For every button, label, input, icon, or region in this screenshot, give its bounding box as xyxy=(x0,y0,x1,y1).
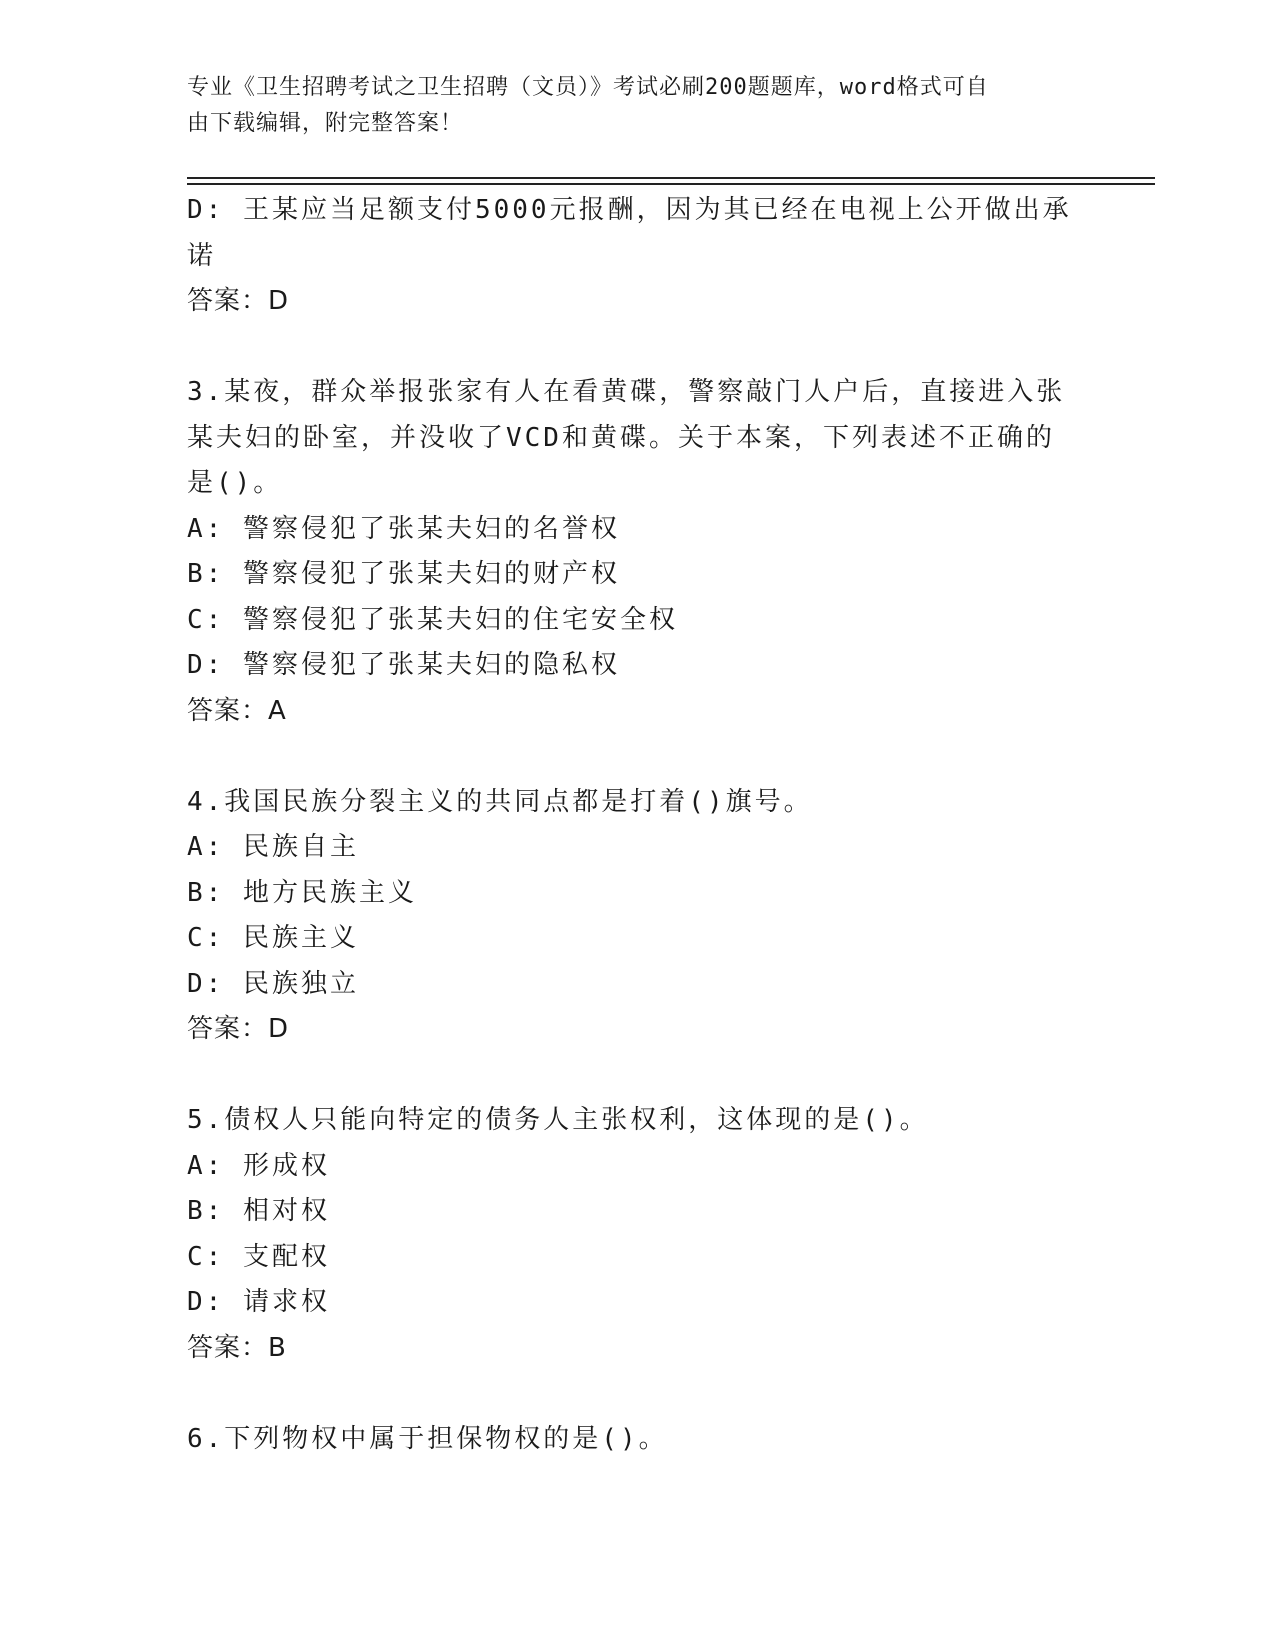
option-d: D: 请求权 xyxy=(187,1287,330,1317)
spacer xyxy=(187,325,1067,371)
question-stem-line-3: 是()。 xyxy=(187,468,283,498)
option-a: A: 警察侵犯了张某夫妇的名誉权 xyxy=(187,513,620,544)
header-rule-top xyxy=(187,177,1155,179)
option-c: C: 民族主义 xyxy=(187,923,359,953)
question-stem-line-1: 3.某夜，群众举报张家有人在看黄碟，警察敲门人户后，直接进入张 xyxy=(187,377,1066,407)
question-stem-line-2: 某夫妇的卧室，并没收了VCD和黄碟。关于本案，下列表述不正确的 xyxy=(187,422,1055,453)
option-a: A: 形成权 xyxy=(187,1150,330,1181)
header-rule-bottom xyxy=(187,183,1155,185)
spacer xyxy=(187,1053,1067,1099)
option-c: C: 警察侵犯了张某夫妇的住宅安全权 xyxy=(187,604,678,635)
option-a: A: 民族自主 xyxy=(187,832,359,862)
option-b: B: 地方民族主义 xyxy=(187,877,417,908)
answer-line: 答案：B xyxy=(187,1332,287,1363)
option-d: D: 民族独立 xyxy=(187,968,359,999)
answer-line: 答案：D xyxy=(187,286,290,316)
document-body xyxy=(187,188,1072,1462)
question-6 xyxy=(187,1417,1067,1463)
document-header xyxy=(187,70,1067,142)
question-2-tail xyxy=(187,188,1072,325)
option-d: D: 警察侵犯了张某夫妇的隐私权 xyxy=(187,650,620,680)
spacer xyxy=(187,1371,1067,1417)
question-stem: 4.我国民族分裂主义的共同点都是打着()旗号。 xyxy=(187,786,813,817)
question-3 xyxy=(187,370,1067,734)
question-stem: 6.下列物权中属于担保物权的是()。 xyxy=(187,1423,668,1454)
option-c: C: 支配权 xyxy=(187,1241,330,1272)
option-d-line-2: 诺 xyxy=(187,240,217,271)
option-b: B: 相对权 xyxy=(187,1196,330,1226)
header-line-1: 专业《卫生招聘考试之卫生招聘（文员）》考试必刷200题题库，word格式可自 xyxy=(187,75,989,100)
spacer xyxy=(187,734,1067,780)
option-b: B: 警察侵犯了张某夫妇的财产权 xyxy=(187,559,620,589)
answer-line: 答案：A xyxy=(187,695,287,726)
question-stem: 5.债权人只能向特定的债务人主张权利，这体现的是()。 xyxy=(187,1105,929,1135)
header-line-2: 由下载编辑，附完整答案！ xyxy=(187,111,464,136)
option-d-line-1: D: 王某应当足额支付5000元报酬，因为其已经在电视上公开做出承 xyxy=(187,195,1072,225)
question-4 xyxy=(187,780,1067,1053)
answer-line: 答案：D xyxy=(187,1014,290,1044)
question-5 xyxy=(187,1098,1067,1371)
